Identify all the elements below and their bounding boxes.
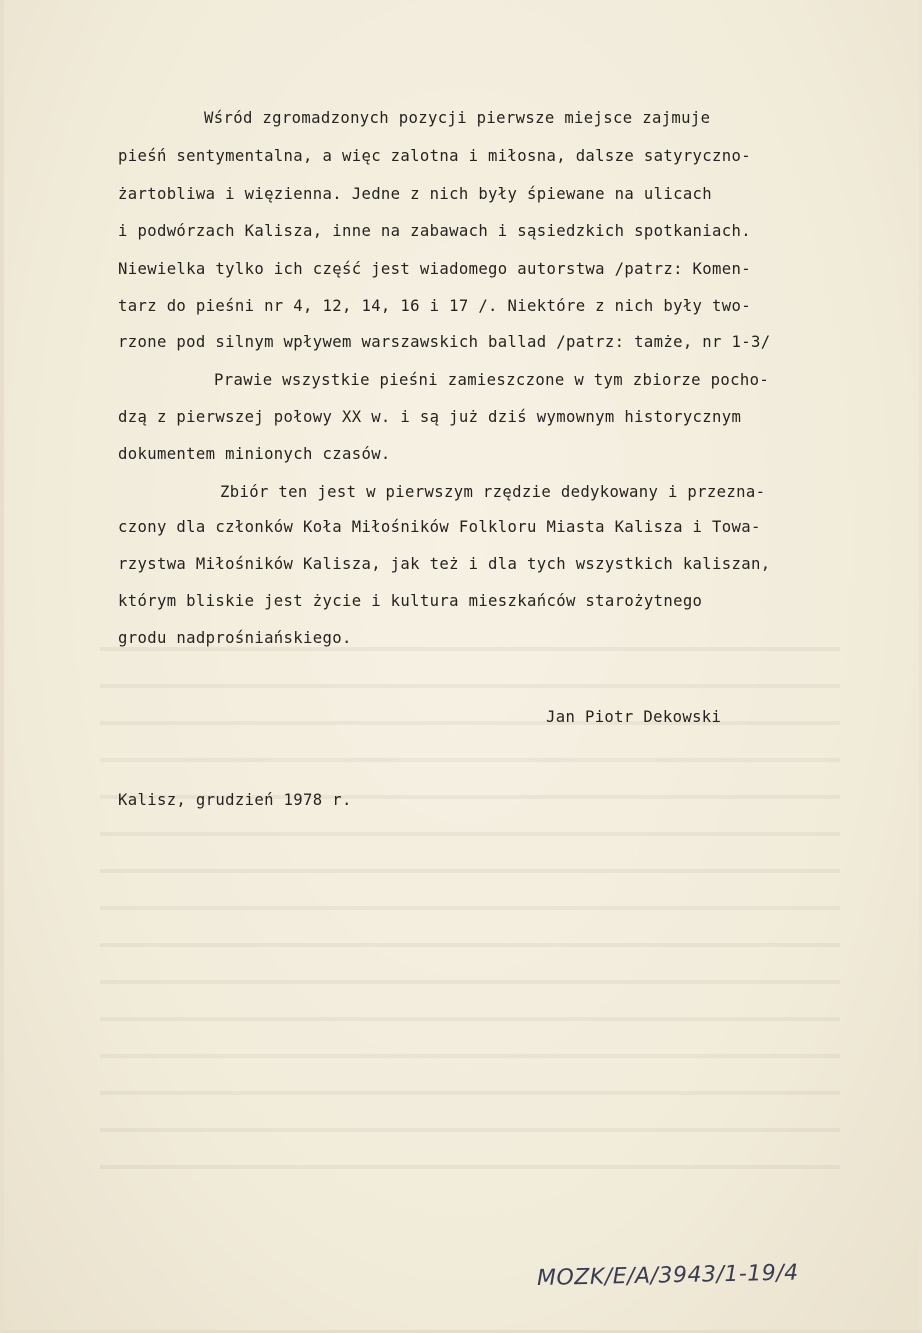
author-signature: Jan Piotr Dekowski <box>546 708 722 726</box>
text-line: rzone pod silnym wpływem warszawskich ballad /patrz: tamże, nr 1-3/ <box>118 333 771 351</box>
place-date: Kalisz, grudzień 1978 r. <box>118 791 352 809</box>
text-line: którym bliskie jest życie i kultura mieszkańców starożytnego <box>118 592 703 610</box>
text-line: Zbiór ten jest w pierwszym rzędzie dedykowany i przezna- <box>220 483 766 501</box>
text-line: i podwórzach Kalisza, inne na zabawach i sąsiedzkich spotkaniach. <box>118 222 751 240</box>
text-line: tarz do pieśni nr 4, 12, 14, 16 i 17 /. Niektóre z nich były two- <box>118 297 751 315</box>
text-line: czony dla członków Koła Miłośników Folkloru Miasta Kalisza i Towa- <box>118 518 761 536</box>
text-line: Prawie wszystkie pieśni zamieszczone w tym zbiorze pocho- <box>214 371 770 389</box>
text-line: dokumentem minionych czasów. <box>118 445 391 463</box>
text-line: Niewielka tylko ich część jest wiadomego autorstwa /patrz: Komen- <box>118 260 751 278</box>
text-line: rzystwa Miłośników Kalisza, jak też i dla tych wszystkich kaliszan, <box>118 555 771 573</box>
archive-catalog-number: MOZK/E/A/3943/1-19/4 <box>536 1260 799 1291</box>
text-line: grodu nadprośniańskiego. <box>118 629 352 647</box>
text-line: dzą z pierwszej połowy XX w. i są już dziś wymownym historycznym <box>118 408 742 426</box>
text-line: pieśń sentymentalna, a więc zalotna i miłosna, dalsze satyryczno- <box>118 147 751 165</box>
text-line: Wśród zgromadzonych pozycji pierwsze miejsce zajmuje <box>204 109 711 127</box>
text-line: żartobliwa i więzienna. Jedne z nich były śpiewane na ulicach <box>118 185 713 203</box>
